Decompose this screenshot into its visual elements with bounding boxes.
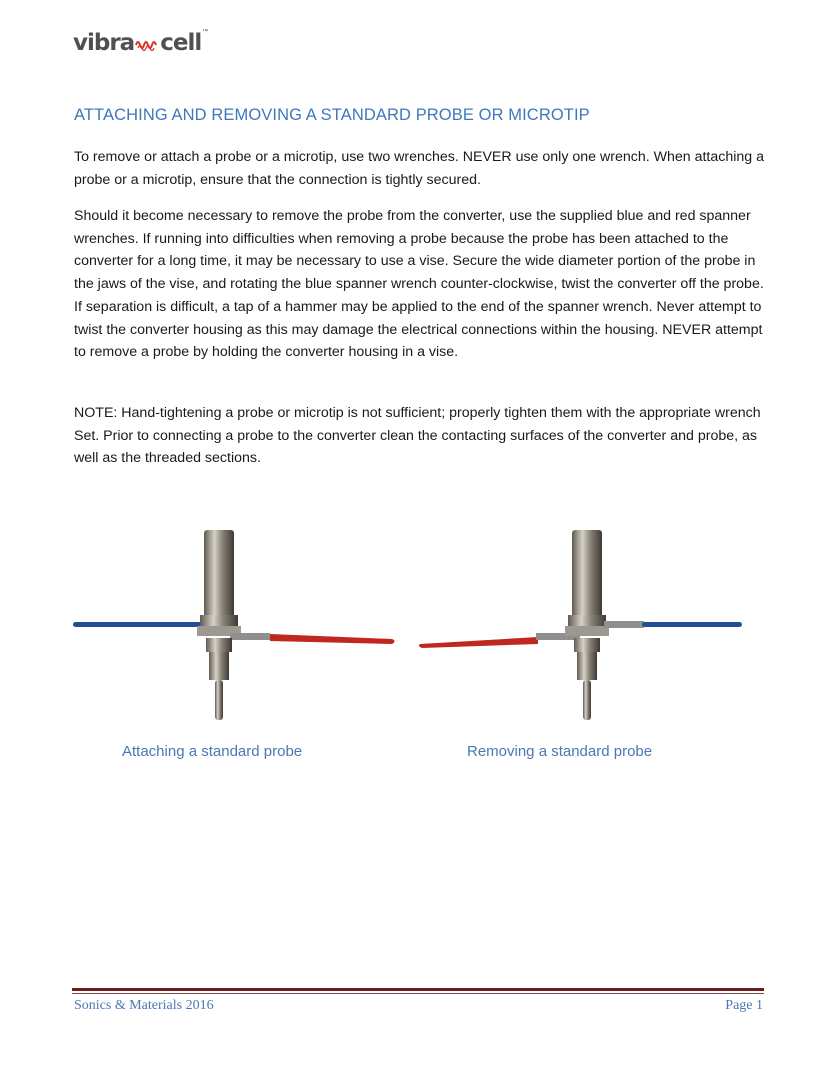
caption-removing: Removing a standard probe	[467, 743, 653, 760]
logo-trademark: ™	[202, 29, 209, 35]
paragraph-intro: To remove or attach a probe or a microtip, use two wrenches. NEVER use only one wrench. When attaching a probe or a microtip, ensure that the connection is tightly secured.	[74, 149, 765, 188]
brand-logo	[73, 27, 208, 57]
footer-page-number: Page 1	[725, 998, 763, 1013]
footer-copyright: Sonics & Materials 2016	[74, 998, 214, 1013]
removing-probe-image	[418, 520, 748, 725]
paragraph-note: NOTE: Hand-tightening a probe or microtip is not sufficient; properly tighten them with the appropriate wrench Set. Prior to connecting a probe to the converter clean the contacting surfaces of the converter and probe, as well as the threaded sections.	[74, 405, 761, 467]
footer-rule-thin	[72, 993, 764, 994]
page-title: ATTACHING AND REMOVING A STANDARD PROBE OR MICROTIP	[74, 106, 590, 124]
sound-wave-icon	[135, 37, 159, 53]
logo-text-right: cell	[160, 30, 202, 56]
logo-text-left: vibra	[73, 30, 135, 56]
paragraph-removal: Should it become necessary to remove the probe from the converter, use the supplied blue and red spanner wrenches. If running into difficulties when removing a probe because the probe has been attached to the converter for a long time, it may be necessary to use a vise. Secure the wide diameter portion of the probe in the jaws of the vise, and rotating the blue spanner wrench counter-clockwise, twist the converter off the probe. If separation is difficult, a tap of a hammer may be applied to the end of the spanner wrench. Never attempt to twist the converter housing as this may damage the electrical connections within the housing. NEVER attempt to remove a probe by holding the converter housing in a vise.	[74, 208, 764, 361]
footer-rule	[72, 988, 764, 991]
attaching-probe-image	[70, 520, 400, 725]
caption-attaching: Attaching a standard probe	[122, 743, 303, 760]
